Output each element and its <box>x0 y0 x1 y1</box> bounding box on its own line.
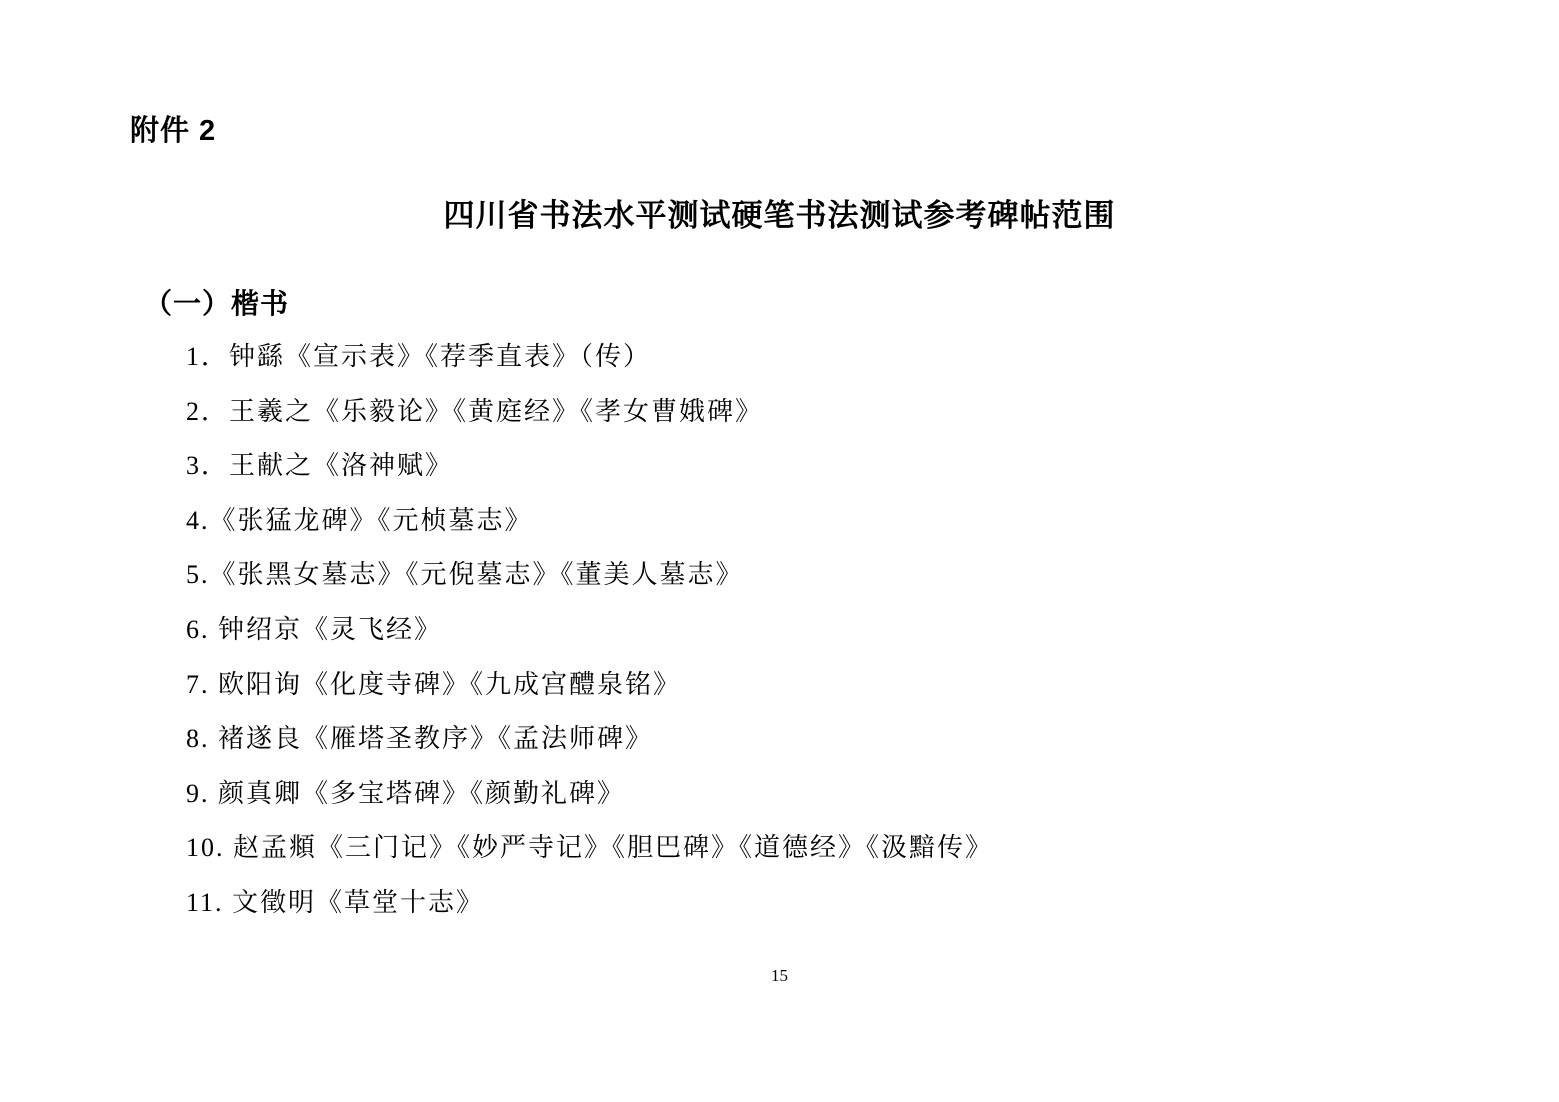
list-item: 10. 赵孟頫《三门记》《妙严寺记》《胆巴碑》《道德经》《汲黯传》 <box>186 833 994 863</box>
list-item: 9. 颜真卿《多宝塔碑》《颜勤礼碑》 <box>186 778 626 808</box>
attachment-label: 附件 2 <box>130 115 217 147</box>
page-number: 15 <box>771 966 788 985</box>
list-item: 7. 欧阳询《化度寺碑》《九成宫醴泉铭》 <box>186 669 682 699</box>
list-item: 3．王献之《洛神赋》 <box>186 451 454 481</box>
list-item: 11. 文徵明《草堂十志》 <box>186 887 485 917</box>
calligraphy-work-list <box>186 340 1436 941</box>
list-item: 8. 褚遂良《雁塔圣教序》《孟法师碑》 <box>186 724 654 754</box>
document-title: 四川省书法水平测试硬笔书法测试参考碑帖范围 <box>443 198 1116 233</box>
section-heading-kaishu: （一）楷书 <box>144 288 290 319</box>
list-item: 1．钟繇《宣示表》《荐季直表》（传） <box>186 342 652 371</box>
list-item: 4.《张猛龙碑》《元桢墓志》 <box>186 505 533 535</box>
list-item: 5.《张黑女墓志》《元倪墓志》《董美人墓志》 <box>186 560 744 590</box>
list-item: 6. 钟绍京《灵飞经》 <box>186 614 443 644</box>
list-item: 2．王羲之《乐毅论》《黄庭经》《孝女曹娥碑》 <box>186 396 764 426</box>
